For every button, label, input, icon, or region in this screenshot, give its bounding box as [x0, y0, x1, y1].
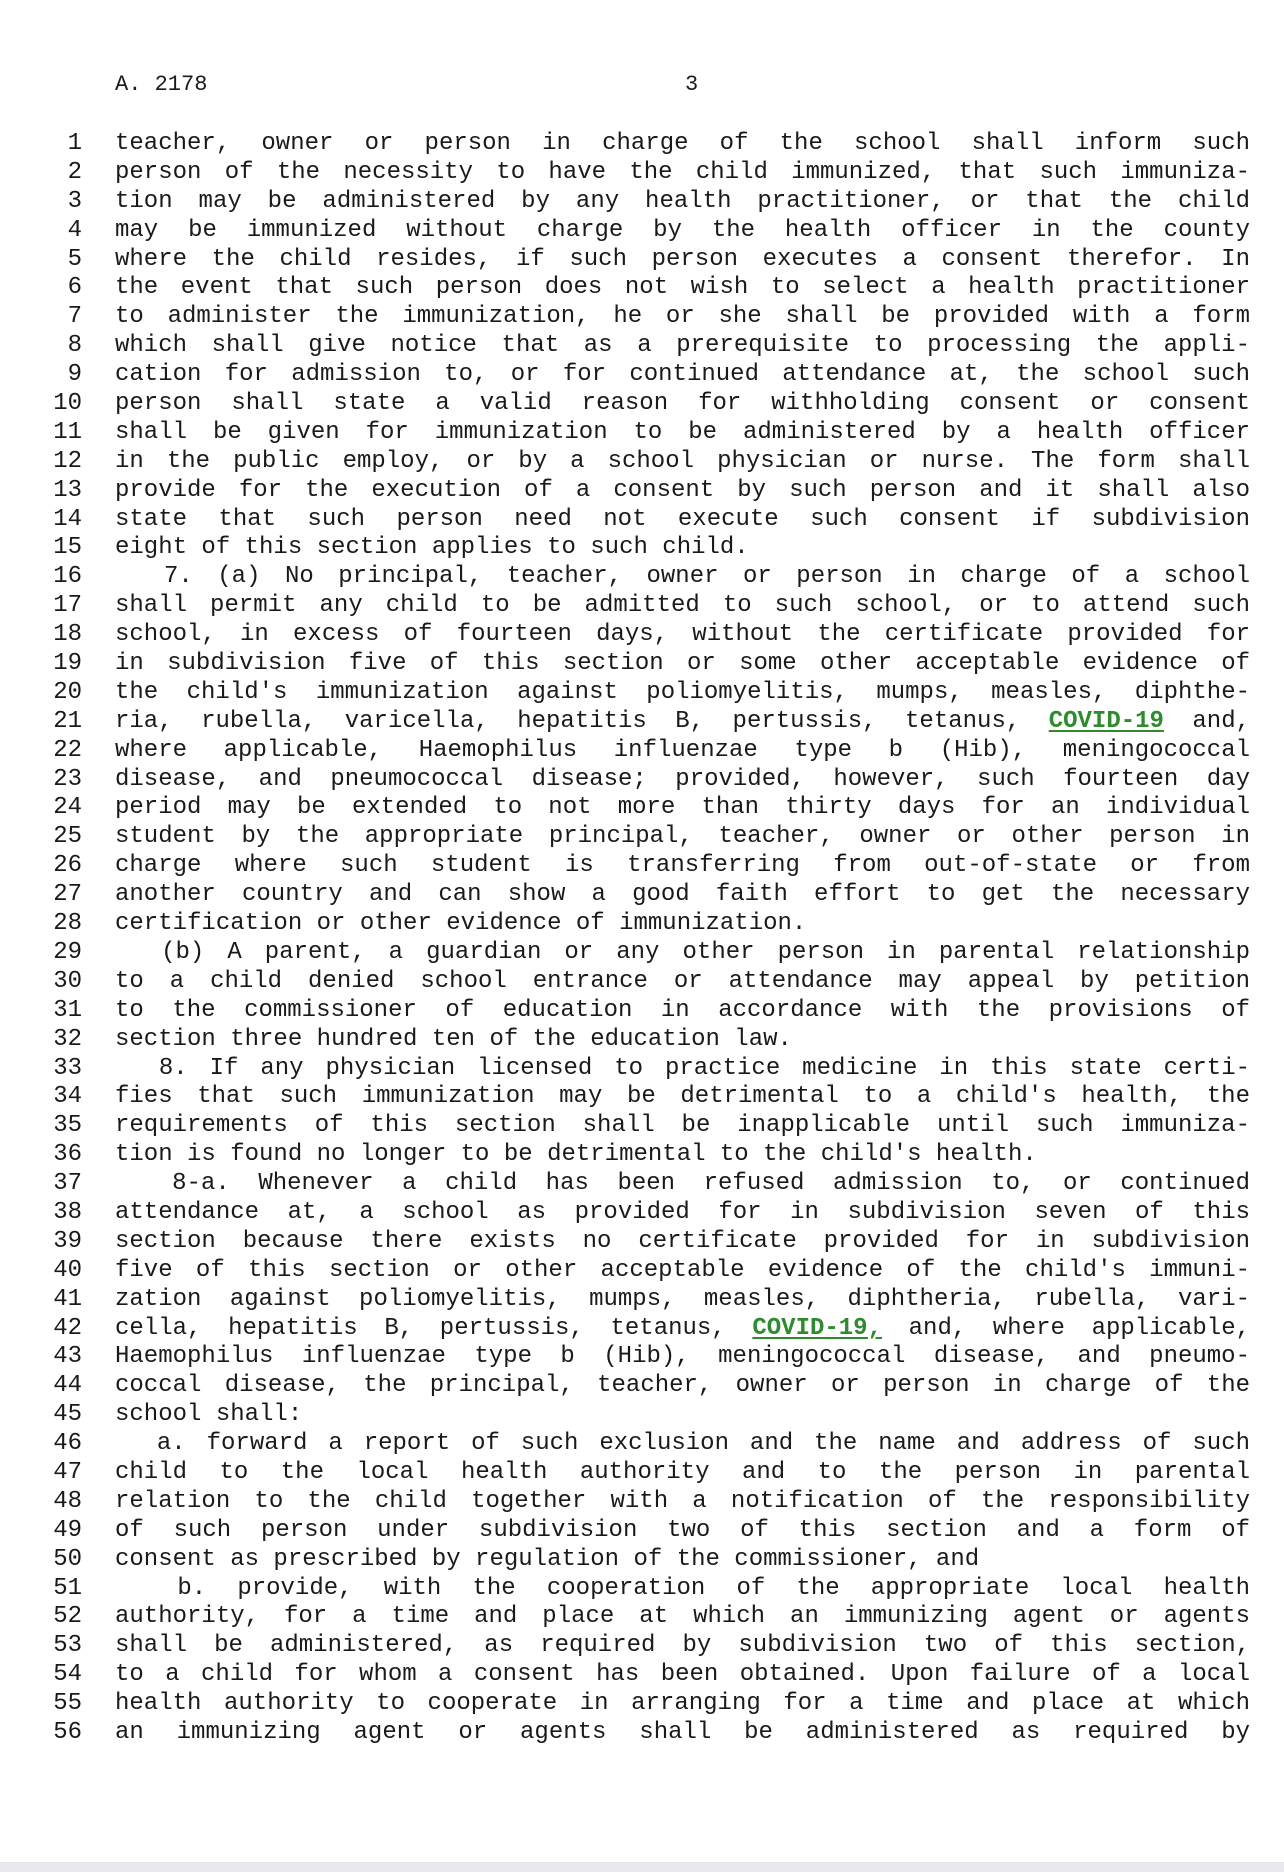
line-number: 12 — [53, 447, 82, 475]
text-line — [0, 534, 1284, 563]
line-segment: relation to the child together with a notification of the responsibility — [115, 1487, 1250, 1515]
text-line — [0, 737, 1284, 766]
line-segment: health authority to cooperate in arranging for a time and place at which — [115, 1690, 1250, 1718]
line-segment: a. forward a report of such exclusion and the name and address of such — [115, 1430, 1250, 1458]
line-text — [115, 1112, 1250, 1141]
line-segment: disease, and pneumococcal disease; provided, however, such fourteen day — [115, 765, 1250, 793]
text-line — [0, 390, 1284, 419]
page-header — [115, 70, 1250, 100]
line-segment: child to the local health authority and to the person in parental — [115, 1458, 1250, 1486]
line-text — [115, 968, 1250, 997]
line-number: 39 — [53, 1227, 82, 1255]
line-text — [115, 1083, 1250, 1112]
line-text — [115, 390, 1250, 419]
line-segment: shall be given for immunization to be administered by a health officer — [115, 418, 1250, 446]
line-text — [115, 1401, 1250, 1430]
line-text — [115, 1632, 1250, 1661]
line-segment: 7. (a) No principal, teacher, owner or person in charge of a school — [115, 563, 1250, 591]
line-text — [115, 188, 1250, 217]
text-line — [0, 1546, 1284, 1575]
text-line — [0, 794, 1284, 823]
text-line — [0, 1603, 1284, 1632]
text-line — [0, 939, 1284, 968]
line-number: 8 — [67, 332, 82, 360]
line-text — [115, 766, 1250, 795]
text-line — [0, 766, 1284, 795]
text-line — [0, 246, 1284, 275]
line-number: 19 — [53, 650, 82, 678]
line-number: 5 — [67, 245, 82, 273]
line-segment: cation for admission to, or for continued attendance at, the school such — [115, 361, 1250, 389]
bill-number: A. 2178 — [115, 72, 208, 97]
line-text — [115, 1546, 1250, 1575]
line-text — [115, 1199, 1250, 1228]
line-text — [115, 910, 1250, 939]
line-number: 55 — [53, 1690, 82, 1718]
line-segment: five of this section or other acceptable evidence of the child's immuni- — [115, 1256, 1250, 1284]
text-line — [0, 708, 1284, 737]
line-number: 13 — [53, 476, 82, 504]
line-text — [115, 939, 1250, 968]
text-line — [0, 1083, 1284, 1112]
text-line — [0, 1228, 1284, 1257]
line-segment: period may be extended to not more than thirty days for an individual — [115, 794, 1250, 822]
line-text — [115, 1603, 1250, 1632]
line-segment: authority, for a time and place at which an immunizing agent or agents — [115, 1603, 1250, 1631]
line-segment: school, in excess of fourteen days, without the certificate provided for — [115, 621, 1250, 649]
line-text — [115, 1430, 1250, 1459]
line-number: 42 — [53, 1314, 82, 1342]
text-line — [0, 1372, 1284, 1401]
line-text — [115, 1343, 1250, 1372]
line-text — [115, 1315, 1250, 1344]
line-number: 49 — [53, 1516, 82, 1544]
line-text — [115, 1228, 1250, 1257]
text-line — [0, 1315, 1284, 1344]
line-segment: charge where such student is transferring from out-of-state or from — [115, 852, 1250, 880]
line-number: 29 — [53, 938, 82, 966]
line-segment: school shall: — [115, 1401, 303, 1429]
line-number: 38 — [53, 1198, 82, 1226]
line-text — [115, 1257, 1250, 1286]
line-number: 50 — [53, 1545, 82, 1573]
line-text — [115, 1719, 1250, 1748]
line-number: 7 — [67, 303, 82, 331]
line-number: 53 — [53, 1632, 82, 1660]
line-segment: to a child denied school entrance or attendance may appeal by petition — [115, 967, 1250, 995]
text-line — [0, 1141, 1284, 1170]
line-number: 6 — [67, 274, 82, 302]
line-segment: of such person under subdivision two of this section and a form of — [115, 1516, 1250, 1544]
line-number: 16 — [53, 563, 82, 591]
line-text — [115, 1690, 1250, 1719]
line-number: 1 — [67, 130, 82, 157]
line-number: 17 — [53, 592, 82, 620]
text-line — [0, 361, 1284, 390]
line-number: 35 — [53, 1112, 82, 1140]
bill-text-body — [0, 130, 1284, 1748]
line-number: 48 — [53, 1487, 82, 1515]
text-line — [0, 852, 1284, 881]
line-number: 54 — [53, 1661, 82, 1689]
text-line — [0, 1459, 1284, 1488]
line-text — [115, 1488, 1250, 1517]
line-segment: fies that such immunization may be detrimental to a child's health, the — [115, 1083, 1250, 1111]
line-segment: where the child resides, if such person executes a consent therefor. In — [115, 245, 1250, 273]
line-number: 2 — [67, 158, 82, 186]
line-text — [115, 1661, 1250, 1690]
text-line — [0, 506, 1284, 535]
line-segment: cella, hepatitis B, pertussis, tetanus, — [115, 1314, 753, 1342]
line-text — [115, 303, 1250, 332]
line-text — [115, 1517, 1250, 1546]
line-number: 3 — [67, 187, 82, 215]
line-number: 30 — [53, 967, 82, 995]
line-number: 52 — [53, 1603, 82, 1631]
line-number: 43 — [53, 1343, 82, 1371]
line-segment: zation against poliomyelitis, mumps, measles, diphtheria, rubella, vari- — [115, 1285, 1250, 1313]
line-segment: which shall give notice that as a prerequisite to processing the appli- — [115, 332, 1250, 360]
line-number: 9 — [67, 361, 82, 389]
text-line — [0, 997, 1284, 1026]
line-number: 28 — [53, 910, 82, 938]
line-segment: (b) A parent, a guardian or any other person in parental relationship — [115, 938, 1250, 966]
text-line — [0, 621, 1284, 650]
line-segment: tion may be administered by any health practitioner, or that the child — [115, 187, 1250, 215]
text-line — [0, 823, 1284, 852]
line-text — [115, 419, 1250, 448]
line-number: 15 — [53, 534, 82, 562]
line-segment: the event that such person does not wish to select a health practitioner — [115, 274, 1250, 302]
line-number: 4 — [67, 216, 82, 244]
line-number: 47 — [53, 1458, 82, 1486]
line-segment: state that such person need not execute such consent if subdivision — [115, 505, 1250, 533]
line-segment: requirements of this section shall be inapplicable until such immuniza- — [115, 1112, 1250, 1140]
line-segment: coccal disease, the principal, teacher, owner or person in charge of the — [115, 1372, 1250, 1400]
line-text — [115, 1286, 1250, 1315]
line-number: 46 — [53, 1430, 82, 1458]
line-text — [115, 1459, 1250, 1488]
line-number: 21 — [53, 707, 82, 735]
line-number: 10 — [53, 390, 82, 418]
line-segment: attendance at, a school as provided for in subdivision seven of this — [115, 1198, 1250, 1226]
text-line — [0, 130, 1284, 159]
line-segment: teacher, owner or person in charge of the school shall inform such — [115, 130, 1250, 157]
line-segment: to a child for whom a consent has been obtained. Upon failure of a local — [115, 1661, 1250, 1689]
text-line — [0, 332, 1284, 361]
line-segment: b. provide, with the cooperation of the appropriate local health — [115, 1574, 1250, 1602]
line-number: 36 — [53, 1141, 82, 1169]
line-number: 45 — [53, 1401, 82, 1429]
text-line — [0, 1488, 1284, 1517]
text-line — [0, 592, 1284, 621]
line-segment: an immunizing agent or agents shall be administered as required by — [115, 1718, 1250, 1746]
line-segment: 8-a. Whenever a child has been refused admission to, or continued — [115, 1170, 1250, 1198]
line-number: 56 — [53, 1718, 82, 1746]
line-text — [115, 997, 1250, 1026]
line-text — [115, 274, 1250, 303]
line-segment: where applicable, Haemophilus influenzae type b (Hib), meningococcal — [115, 736, 1250, 764]
line-text — [115, 1141, 1250, 1170]
line-segment: 8. If any physician licensed to practice medicine in this state certi- — [115, 1054, 1250, 1082]
line-text — [115, 1170, 1250, 1199]
line-text — [115, 708, 1250, 737]
text-line — [0, 1719, 1284, 1748]
text-line — [0, 1690, 1284, 1719]
line-number: 34 — [53, 1083, 82, 1111]
line-segment: shall permit any child to be admitted to such school, or to attend such — [115, 592, 1250, 620]
text-line — [0, 968, 1284, 997]
line-number: 20 — [53, 678, 82, 706]
line-segment: the child's immunization against poliomyelitis, mumps, measles, diphthe- — [115, 678, 1250, 706]
line-number: 40 — [53, 1256, 82, 1284]
line-number: 22 — [53, 736, 82, 764]
line-segment: section because there exists no certificate provided for in subdivision — [115, 1227, 1250, 1255]
line-number: 37 — [53, 1170, 82, 1198]
line-text — [115, 823, 1250, 852]
line-number: 24 — [53, 794, 82, 822]
line-text — [115, 1055, 1250, 1084]
line-text — [115, 130, 1250, 159]
line-number: 33 — [53, 1054, 82, 1082]
line-segment: in subdivision five of this section or some other acceptable evidence of — [115, 650, 1250, 678]
text-line — [0, 910, 1284, 939]
line-segment: tion is found no longer to be detrimental to the child's health. — [115, 1141, 1037, 1169]
line-number: 32 — [53, 1025, 82, 1053]
text-line — [0, 679, 1284, 708]
line-number: 31 — [53, 996, 82, 1024]
line-text — [115, 650, 1250, 679]
text-line — [0, 188, 1284, 217]
line-number: 14 — [53, 505, 82, 533]
line-segment: to the commissioner of education in accordance with the provisions of — [115, 996, 1250, 1024]
line-text — [115, 332, 1250, 361]
line-number: 25 — [53, 823, 82, 851]
line-text — [115, 448, 1250, 477]
line-number: 11 — [53, 418, 82, 446]
line-segment: eight of this section applies to such child. — [115, 534, 749, 562]
inserted-text: COVID-19 — [1048, 707, 1164, 735]
line-segment: person shall state a valid reason for withholding consent or consent — [115, 390, 1250, 418]
text-line — [0, 1401, 1284, 1430]
line-segment: person of the necessity to have the child immunized, that such immuniza- — [115, 158, 1250, 186]
line-segment: may be immunized without charge by the health officer in the county — [115, 216, 1250, 244]
text-line — [0, 1055, 1284, 1084]
text-line — [0, 1343, 1284, 1372]
line-number: 44 — [53, 1372, 82, 1400]
line-number: 51 — [53, 1574, 82, 1602]
line-text — [115, 621, 1250, 650]
line-segment: shall be administered, as required by subdivision two of this section, — [115, 1632, 1250, 1660]
line-text — [115, 159, 1250, 188]
line-text — [115, 794, 1250, 823]
line-text — [115, 737, 1250, 766]
line-segment: and, where applicable, — [881, 1314, 1250, 1342]
line-number: 27 — [53, 881, 82, 909]
line-text — [115, 1372, 1250, 1401]
line-text — [115, 217, 1250, 246]
line-number: 26 — [53, 852, 82, 880]
bottom-edge — [0, 1862, 1284, 1872]
line-text — [115, 1026, 1250, 1055]
text-line — [0, 650, 1284, 679]
text-line — [0, 1286, 1284, 1315]
text-line — [0, 303, 1284, 332]
text-line — [0, 1575, 1284, 1604]
line-segment: and, — [1163, 707, 1251, 735]
line-segment: another country and can show a good faith effort to get the necessary — [115, 881, 1250, 909]
line-segment: provide for the execution of a consent by such person and it shall also — [115, 476, 1250, 504]
line-text — [115, 1575, 1250, 1604]
line-number: 18 — [53, 621, 82, 649]
line-number: 41 — [53, 1285, 82, 1313]
text-line — [0, 448, 1284, 477]
page-number: 3 — [685, 72, 699, 97]
text-line — [0, 563, 1284, 592]
line-text — [115, 534, 1250, 563]
line-text — [115, 881, 1250, 910]
text-line — [0, 419, 1284, 448]
text-line — [0, 159, 1284, 188]
line-text — [115, 246, 1250, 275]
line-segment: student by the appropriate principal, teacher, owner or other person in — [115, 823, 1250, 851]
text-line — [0, 1199, 1284, 1228]
line-text — [115, 679, 1250, 708]
line-segment: to administer the immunization, he or she shall be provided with a form — [115, 303, 1250, 331]
line-segment: ria, rubella, varicella, hepatitis B, pertussis, tetanus, — [115, 707, 1049, 735]
text-line — [0, 881, 1284, 910]
line-text — [115, 361, 1250, 390]
line-number: 23 — [53, 765, 82, 793]
text-line — [0, 1632, 1284, 1661]
text-line — [0, 1112, 1284, 1141]
text-line — [0, 1170, 1284, 1199]
text-line — [0, 1661, 1284, 1690]
line-text — [115, 477, 1250, 506]
line-segment: certification or other evidence of immunization. — [115, 910, 807, 938]
line-text — [115, 563, 1250, 592]
line-text — [115, 506, 1250, 535]
line-segment: section three hundred ten of the education law. — [115, 1025, 792, 1053]
text-line — [0, 477, 1284, 506]
text-line — [0, 1257, 1284, 1286]
line-text — [115, 592, 1250, 621]
inserted-text: COVID-19, — [752, 1314, 882, 1342]
text-line — [0, 1026, 1284, 1055]
line-text — [115, 852, 1250, 881]
line-segment: in the public employ, or by a school physician or nurse. The form shall — [115, 447, 1250, 475]
text-line — [0, 1517, 1284, 1546]
text-line — [0, 274, 1284, 303]
line-segment: Haemophilus influenzae type b (Hib), meningococcal disease, and pneumo- — [115, 1343, 1250, 1371]
line-segment: consent as prescribed by regulation of the commissioner, and — [115, 1545, 980, 1573]
text-line — [0, 1430, 1284, 1459]
text-line — [0, 217, 1284, 246]
